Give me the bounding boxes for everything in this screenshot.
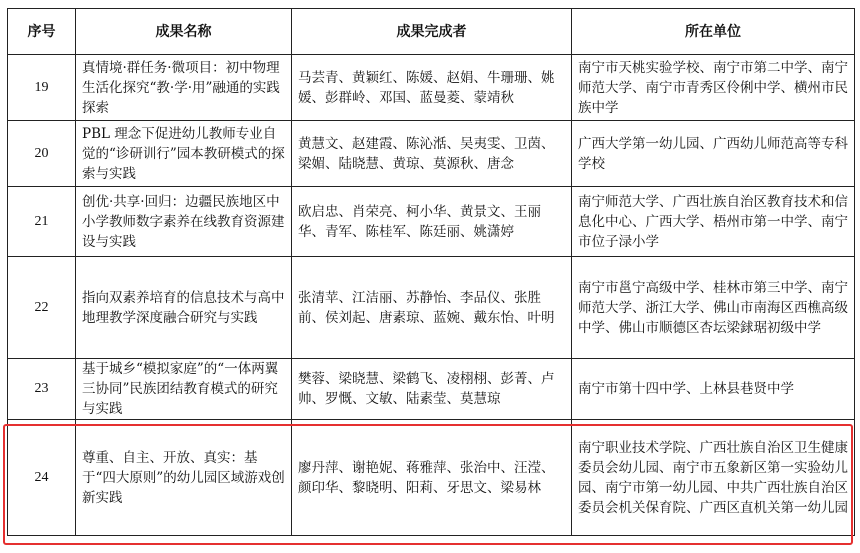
cell-no: 24 [8,420,76,536]
cell-unit: 广西大学第一幼儿园、广西幼儿师范高等专科学校 [572,121,855,187]
cell-title: 指向双素养培育的信息技术与高中地理教学深度融合研究与实践 [76,257,292,359]
table-row [8,55,855,121]
cell-authors: 欧启忠、肖荣亮、柯小华、黄景文、王丽华、青军、陈桂军、陈廷丽、姚潇婷 [292,187,572,257]
cell-authors: 马芸青、黄颖红、陈媛、赵娟、牛珊珊、姚媛、彭群岭、邓国、蓝曼菱、蒙靖秋 [292,55,572,121]
cell-unit: 南宁市第十四中学、上林县巷贤中学 [572,359,855,420]
cell-no: 23 [8,359,76,420]
cell-unit: 南宁市天桃实验学校、南宁市第二中学、南宁师范大学、南宁市青秀区伶俐中学、横州市民族中学 [572,55,855,121]
cell-authors: 黄慧文、赵建霞、陈沁湉、吴夷雯、卫茵、梁媚、陆晓慧、黄琼、莫源秋、唐念 [292,121,572,187]
table-row-highlighted [8,420,855,536]
cell-authors: 樊蓉、梁晓慧、梁鹤飞、凌栩栩、彭菁、卢帅、罗慨、文敏、陆素莹、莫慧琼 [292,359,572,420]
cell-no: 20 [8,121,76,187]
achievement-table [7,8,855,536]
cell-authors: 张清苹、江洁丽、苏静怡、李品仪、张胜前、侯刘起、唐素琼、蓝婉、戴东怡、叶明 [292,257,572,359]
cell-unit: 南宁职业技术学院、广西壮族自治区卫生健康委员会幼儿园、南宁市五象新区第一实验幼儿园、南宁市第一幼儿园、中共广西壮族自治区委员会机关保育院、广西区直机关第一幼儿园 [572,420,855,536]
header-title: 成果名称 [76,9,292,55]
table-row [8,121,855,187]
cell-title: PBL 理念下促进幼儿教师专业自觉的“诊研训行”园本教研模式的探索与实践 [76,121,292,187]
cell-no: 19 [8,55,76,121]
cell-unit: 南宁市邕宁高级中学、桂林市第三中学、南宁师范大学、浙江大学、佛山市南海区西樵高级中学、佛山市顺德区杏坛梁銶琚初级中学 [572,257,855,359]
cell-no: 22 [8,257,76,359]
header-authors: 成果完成者 [292,9,572,55]
table-row [8,187,855,257]
header-no: 序号 [8,9,76,55]
table-header-row [8,9,855,55]
cell-authors: 廖丹萍、谢艳妮、蒋雅萍、张治中、汪滢、颜印华、黎晓明、阳莉、牙思文、梁易林 [292,420,572,536]
table-row [8,257,855,359]
cell-unit: 南宁师范大学、广西壮族自治区教育技术和信息化中心、广西大学、梧州市第一中学、南宁市位子渌小学 [572,187,855,257]
cell-title: 真情境·群任务·微项目：初中物理生活化探究“教·学·用”融通的实践探索 [76,55,292,121]
cell-no: 21 [8,187,76,257]
cell-title: 创优·共享·回归：边疆民族地区中小学教师数字素养在线教育资源建设与实践 [76,187,292,257]
achievement-table-container [7,8,854,536]
header-unit: 所在单位 [572,9,855,55]
cell-title: 基于城乡“模拟家庭”的“一体两翼三协同”民族团结教育模式的研究与实践 [76,359,292,420]
cell-title: 尊重、自主、开放、真实：基于“四大原则”的幼儿园区域游戏创新实践 [76,420,292,536]
table-row [8,359,855,420]
